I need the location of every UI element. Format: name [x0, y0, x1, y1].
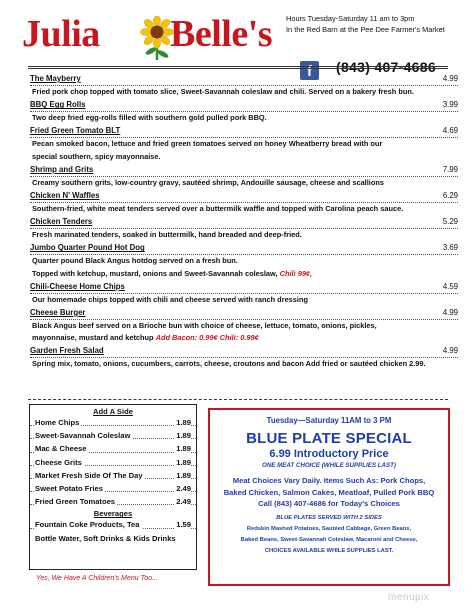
menu-item-header — [30, 280, 458, 294]
menu-item — [30, 280, 458, 306]
menu-item-description: Creamy southern grits, low-country gravy, sautéed shrimp, Andouille sausage, cheese and scallions — [32, 177, 384, 187]
menu-item-price: 6.29 — [442, 191, 458, 201]
menu-item-description: Spring mix, tomato, onions, cucumbers, carrots, cheese, croutons and bacon Add fried or sautéed chicken 2.99. — [32, 359, 426, 369]
hours-text: Hours Tuesday-Saturday 11 am to 3pm — [286, 14, 415, 23]
menu-item-header — [30, 163, 458, 177]
menu-item-name: Chili-Cheese Home Chips — [30, 281, 125, 291]
blue-plate-hours: Tuesday—Saturday 11AM to 3 PM — [266, 416, 392, 425]
blue-plate-line: Call (843) 407-4686 for Today's Choices — [258, 499, 400, 509]
menu-item-description: Black Angus beef served on a Brioche bun with choice of cheese, lettuce, tomato, onions, pickles, — [32, 321, 377, 331]
side-item-name: Mac & Cheese — [35, 444, 87, 454]
menu-item-name: Cheese Burger — [30, 308, 86, 318]
menu-item-name: Chicken N' Waffles — [30, 191, 100, 201]
menu-item-description: Our homemade chips topped with chili and cheese served with ranch dressing — [32, 294, 308, 304]
side-item-name: Home Chips — [35, 418, 80, 427]
menu-item — [30, 72, 458, 98]
menu-item-addons — [30, 268, 458, 280]
blue-plate-one-meat: ONE MEAT CHOICE (WHILE SUPPLIES LAST) — [262, 462, 396, 469]
side-item — [30, 429, 196, 442]
menu-items-list — [30, 72, 458, 371]
side-item — [30, 469, 196, 482]
side-item-price: 1.89 — [174, 469, 191, 482]
menu-item-description: Two deep fried egg-rolls filled with southern gold pulled pork BBQ. — [32, 113, 267, 123]
side-item-price: 1.89 — [174, 429, 191, 442]
menu-item-name: Garden Fresh Salad — [30, 346, 104, 356]
side-item — [30, 495, 196, 508]
menu-item-name: Shrimp and Grits — [30, 164, 94, 174]
menu-item-price: 3.99 — [442, 100, 458, 110]
side-item-price: 1.89 — [174, 442, 191, 455]
beverages-title: Beverages — [93, 509, 133, 519]
menu-item — [30, 98, 458, 124]
menu-item-price: 4.99 — [442, 74, 458, 83]
menu-item — [30, 189, 458, 215]
menu-divider — [28, 399, 448, 400]
side-item-name: Fried Green Tomatoes — [35, 497, 116, 507]
side-item-name: Sweet Potato Fries — [35, 484, 103, 494]
menu-item — [30, 215, 458, 241]
side-item-name: Cheese Grits — [35, 457, 82, 467]
beverage-item-name: Bottle Water, Soft Drinks & Kids Drinks — [35, 533, 176, 543]
side-item-price: 1.89 — [174, 416, 191, 429]
menu-item-header — [30, 344, 458, 358]
phone-number: (843) 407-4686 — [336, 59, 436, 75]
blue-plate-served-with: BLUE PLATES SERVED WITH 2 SIDES — [276, 514, 382, 521]
side-item — [30, 456, 196, 469]
beverage-item-price: 1.59 — [174, 518, 191, 531]
menu-item-header — [30, 189, 458, 203]
menu-item-addons-price: Add Bacon: 0.99¢ Chili: 0.99¢ — [155, 333, 259, 343]
side-item — [30, 416, 196, 429]
menu-item-price: 3.69 — [442, 243, 458, 253]
menu-item-header — [30, 215, 458, 229]
side-item-name: Market Fresh Side Of The Day — [35, 470, 143, 480]
menu-item-description: Fried pork chop topped with tomato slice, Sweet-Savannah coleslaw and chili. Served on a bakery fresh bun. — [32, 87, 414, 96]
menu-item-name: Jumbo Quarter Pound Hot Dog — [30, 243, 145, 253]
side-item-name: Sweet-Savannah Coleslaw — [35, 431, 131, 441]
location-text: In the Red Barn at the Pee Dee Farmer's Market — [286, 25, 445, 34]
menu-item-price: 4.69 — [442, 126, 458, 136]
blue-plate-description — [210, 475, 448, 510]
restaurant-logo — [22, 10, 284, 60]
menu-item-header — [30, 306, 458, 320]
menu-item-price: 7.99 — [442, 164, 458, 174]
blue-plate-title: BLUE PLATE SPECIAL — [246, 430, 412, 447]
blue-plate-line: Baked Chicken, Salmon Cakes, Meatloaf, Pulled Pork BBQ — [223, 487, 435, 497]
side-item-price: 2.49 — [174, 495, 191, 508]
menu-item-price: 4.99 — [442, 308, 458, 318]
menu-item-addons — [30, 332, 458, 344]
menu-item-description: special southern, spicy mayonnaise. — [32, 151, 161, 161]
menu-item — [30, 306, 458, 344]
menu-item-name: The Mayberry — [30, 74, 81, 83]
sides-list — [30, 416, 196, 508]
header-divider — [28, 66, 448, 69]
menu-item — [30, 241, 458, 279]
beverage-item — [30, 518, 196, 531]
side-item — [30, 442, 196, 455]
beverage-item-name: Fountain Coke Products, Tea — [35, 520, 140, 530]
facebook-icon[interactable]: f — [300, 61, 319, 80]
logo-text-right: Belle's — [170, 13, 273, 55]
menu-item-header — [30, 72, 458, 86]
menu-item-description: Quarter pound Black Angus hotdog served on a fresh bun. — [32, 256, 238, 266]
menu-item-description: Pecan smoked bacon, lettuce and fried green tomatoes served on honey Wheatberry bread with our — [32, 139, 383, 149]
menu-item — [30, 344, 458, 370]
side-item — [30, 482, 196, 495]
menu-item — [30, 163, 458, 189]
menu-item-name: Fried Green Tomato BLT — [30, 126, 121, 136]
kids-menu-note: Yes, We Have A Children's Menu Too... — [36, 575, 158, 582]
menu-item-price: 5.29 — [442, 217, 458, 227]
menu-item-header — [30, 241, 458, 255]
menu-item-addons-text: mayonnaise, mustard and ketchup — [32, 333, 156, 343]
menu-item — [30, 124, 458, 162]
blue-plate-sides — [210, 524, 448, 557]
menu-item-description: Southern-fried, white meat tenders served over a buttermilk waffle and topped with Carolina peach sauce. — [32, 204, 404, 214]
beverages-list — [30, 518, 196, 544]
menu-item-description: Fresh marinated tenders, soaked in buttermilk, hand breaded and deep-fried. — [32, 230, 302, 240]
menu-item-addons-text: Topped with ketchup, mustard, onions and Sweet-Savannah coleslaw, — [32, 268, 280, 278]
menu-item-header — [30, 124, 458, 138]
menu-item-header — [30, 98, 458, 112]
blue-plate-special-box — [208, 408, 450, 586]
blue-plate-sides-line: CHOICES AVAILABLE WHILE SUPPLIES LAST. — [264, 547, 394, 554]
sunflower-icon — [140, 16, 174, 60]
blue-plate-sides-line: Baked Beans, Sweet-Savannah Coleslaw, Macaroni and Cheese, — [240, 536, 418, 543]
add-a-side-title: Add A Side — [93, 407, 133, 416]
logo-text-left: Julia — [22, 13, 100, 55]
blue-plate-line: Meat Choices Vary Daily. Items Such As: Pork Chops, — [232, 476, 426, 485]
side-item-price: 2.49 — [174, 482, 191, 495]
menu-item-name: BBQ Egg Rolls — [30, 100, 86, 110]
blue-plate-price: 6.99 Introductory Price — [269, 448, 389, 460]
watermark-text: menupix — [388, 592, 430, 603]
menu-item-price: 4.99 — [442, 346, 458, 356]
menu-item-price: 4.59 — [442, 281, 458, 291]
side-item-price: 1.89 — [174, 456, 191, 469]
add-a-side-box — [29, 404, 197, 570]
blue-plate-sides-line: Redskin Mashed Potatoes, Sautéed Cabbage, Green Beans, — [246, 525, 412, 532]
menu-item-addons-price: Chili 99¢, — [279, 268, 313, 278]
beverage-item — [30, 532, 196, 545]
menu-item-name: Chicken Tenders — [30, 217, 93, 227]
